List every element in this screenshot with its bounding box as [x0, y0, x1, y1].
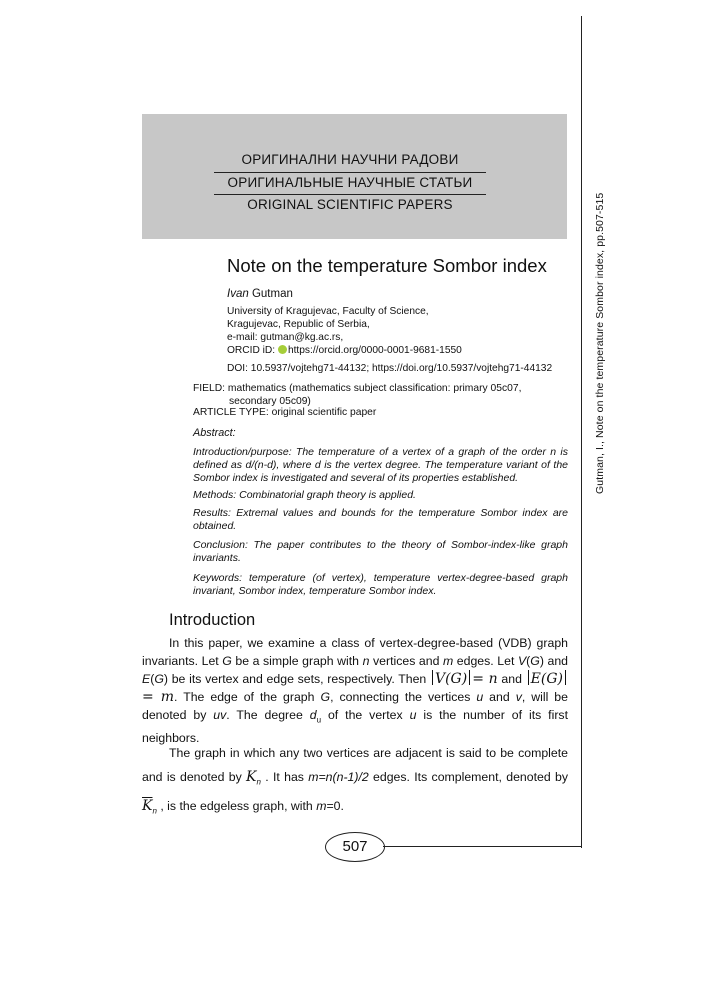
abstract-conclusion: Conclusion: The paper contributes to the theory of Sombor-index-like graph invariants.	[193, 539, 568, 564]
running-head-vertical: Gutman, I., Note on the temperature Sombor index, pp.507-515	[594, 192, 606, 494]
header-divider-2	[214, 194, 486, 195]
orcid-icon	[278, 345, 287, 354]
affiliation-line-2: Kragujevac, Republic of Serbia,	[227, 319, 370, 330]
abstract-label: Abstract:	[193, 427, 236, 439]
field-line-2: secondary 05c09)	[229, 396, 311, 407]
affiliation-line-1: University of Kragujevac, Faculty of Science,	[227, 306, 429, 317]
page-number: 507	[325, 832, 385, 862]
author-last-name: Gutman	[251, 288, 293, 300]
abstract-purpose: Introduction/purpose: The temperature of a vertex of a graph of the order n is defined as d/(n-d), where d is the vertex degree. The temperature variant of the Sombor index is investigated and several of its properties established.	[193, 446, 568, 484]
right-margin-rule	[581, 16, 582, 848]
article-type: ARTICLE TYPE: original scientific paper	[193, 407, 377, 418]
affiliation-email: e-mail: gutman@kg.ac.rs,	[227, 332, 344, 343]
intro-paragraph-2: The graph in which any two vertices are adjacent is said to be complete and is denoted by $K_n$ . It has m=n(n-1)/2 edges. Its complement, denoted by $\overline{K}_n$ , is the edgeless graph, with m=0.	[142, 746, 568, 816]
orcid-link[interactable]: https://orcid.org/0000-0001-9681-1550	[287, 345, 462, 356]
header-divider-1	[214, 172, 486, 173]
math-complete-graph: K	[246, 769, 257, 785]
field-line-1: FIELD: mathematics (mathematics subject classification: primary 05c07,	[193, 383, 522, 394]
header-serbian: ОРИГИНАЛНИ НАУЧНИ РАДОВИ	[241, 152, 459, 167]
header-russian: ОРИГИНАЛЬНЫЕ НАУЧНЫЕ СТАТЬИ	[227, 175, 473, 190]
affiliation-orcid	[227, 345, 462, 356]
author-name	[227, 288, 293, 300]
doi-line: DOI: 10.5937/vojtehg71-44132; https://doi.org/10.5937/vojtehg71-44132	[227, 363, 553, 374]
math-edge-count: E(G)	[530, 671, 563, 687]
orcid-label: ORCID iD:	[227, 345, 278, 356]
header-english: ORIGINAL SCIENTIFIC PAPERS	[247, 197, 453, 212]
abstract-keywords: Keywords: temperature (of vertex), temperature vertex-degree-based graph invariant, Sombor index, temperature Sombor index.	[193, 572, 568, 597]
paper-title: Note on the temperature Sombor index	[227, 255, 547, 276]
math-complement-graph: $\overline{K}$	[142, 798, 153, 815]
section-heading-introduction: Introduction	[169, 611, 256, 629]
abstract-methods: Methods: Combinatorial graph theory is applied.	[193, 489, 416, 501]
footer-rule	[383, 846, 581, 847]
abstract-results: Results: Extremal values and bounds for the temperature Sombor index are obtained.	[193, 507, 568, 532]
author-first-name: Ivan	[227, 288, 249, 300]
intro-paragraph-1: In this paper, we examine a class of vertex-degree-based (VDB) graph invariants. Let G be a simple graph with n vertices and m edges. Let V(G) and E(G) be its vertex and edge sets, respectively. Then V(G) = n and E(G)= m. The edge of the graph G, connecting the vertices u and v, will be denoted by uv. The degree $d_u$ of the vertex u is the number of its first neighbors.	[142, 636, 568, 746]
math-vertex-count: V(G)	[434, 671, 468, 687]
